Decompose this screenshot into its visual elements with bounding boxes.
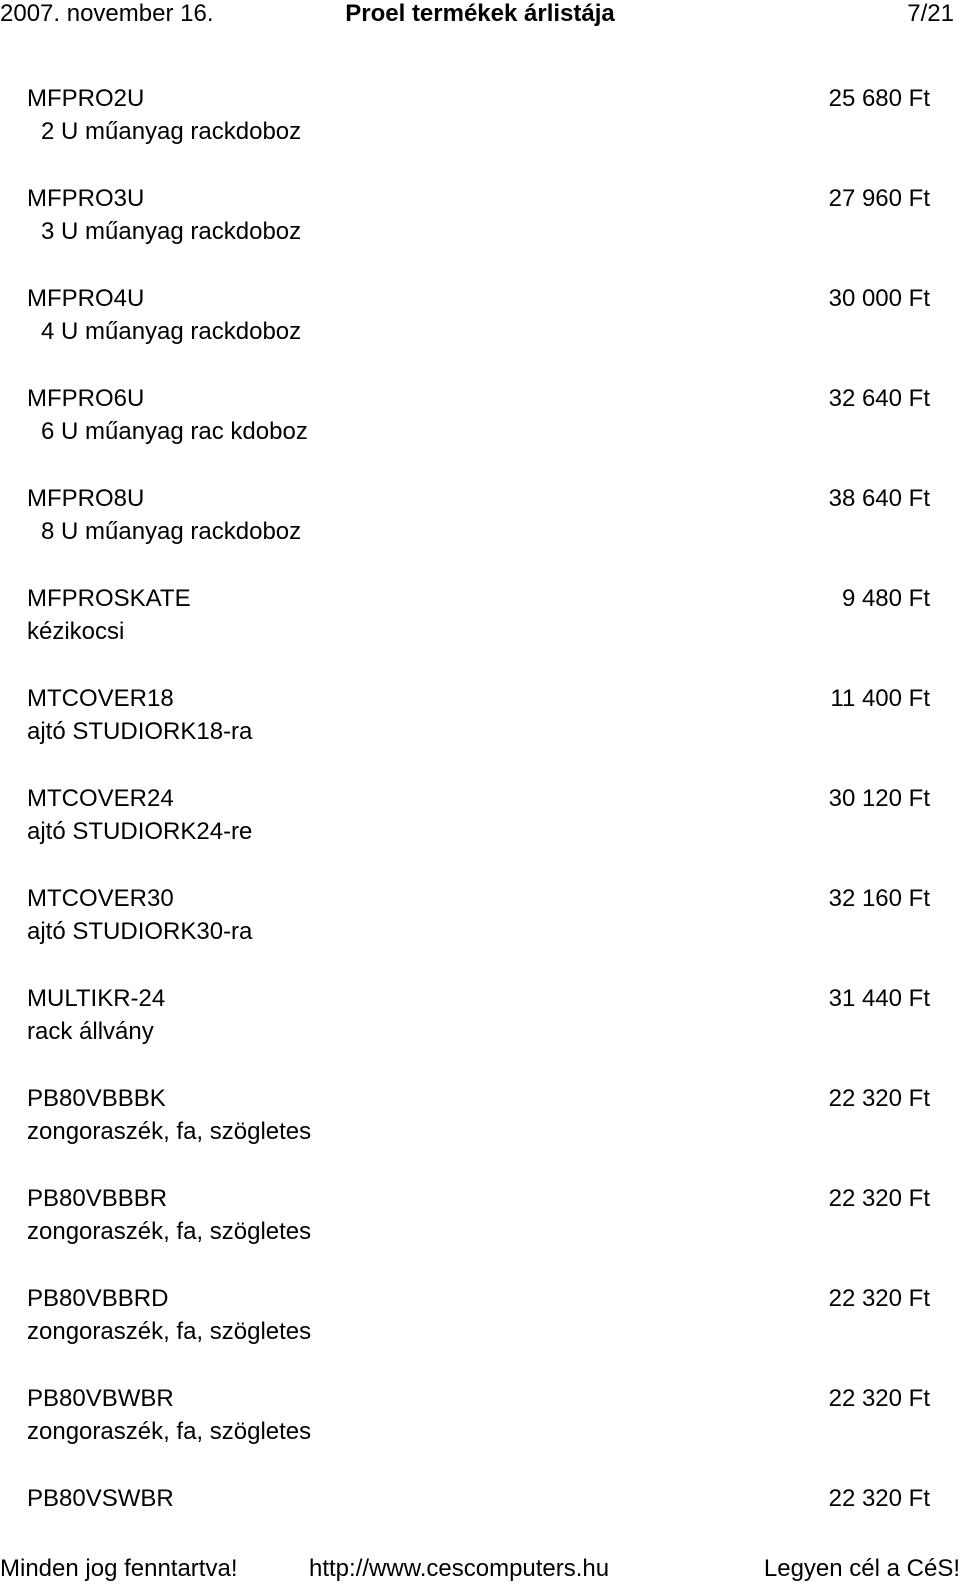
list-item bbox=[0, 883, 960, 983]
list-item bbox=[0, 483, 960, 583]
page-number: 7/21 bbox=[907, 0, 954, 27]
product-price: 22 320 Ft bbox=[828, 1385, 930, 1412]
product-price: 11 400 Ft bbox=[830, 685, 930, 712]
product-code: MFPRO4U bbox=[27, 285, 145, 312]
product-code: PB80VBBRD bbox=[27, 1285, 169, 1312]
product-code: MFPROSKATE bbox=[27, 585, 191, 612]
product-price: 22 320 Ft bbox=[828, 1185, 930, 1212]
list-item bbox=[0, 983, 960, 1083]
product-price: 32 160 Ft bbox=[828, 885, 930, 912]
list-item bbox=[0, 283, 960, 383]
product-description: rack állvány bbox=[27, 1018, 154, 1045]
product-code: PB80VBBBR bbox=[27, 1185, 168, 1212]
product-description: 2 U műanyag rackdoboz bbox=[41, 118, 302, 145]
product-price: 31 440 Ft bbox=[828, 985, 930, 1012]
product-code: MFPRO8U bbox=[27, 485, 145, 512]
product-description: zongoraszék, fa, szögletes bbox=[27, 1418, 312, 1445]
product-price: 30 120 Ft bbox=[828, 785, 930, 812]
product-description: zongoraszék, fa, szögletes bbox=[27, 1118, 312, 1145]
product-description: ajtó STUDIORK30-ra bbox=[27, 918, 253, 945]
product-code: PB80VBWBR bbox=[27, 1385, 174, 1412]
product-price: 22 320 Ft bbox=[828, 1485, 930, 1512]
product-code: MULTIKR-24 bbox=[27, 985, 166, 1012]
product-code: PB80VBBBK bbox=[27, 1085, 166, 1112]
list-item bbox=[0, 683, 960, 783]
list-item bbox=[0, 783, 960, 883]
product-description: zongoraszék, fa, szögletes bbox=[27, 1218, 312, 1245]
product-code: MFPRO6U bbox=[27, 385, 145, 412]
list-item bbox=[0, 1083, 960, 1183]
product-price: 25 680 Ft bbox=[828, 85, 930, 112]
product-description: 4 U műanyag rackdoboz bbox=[41, 318, 302, 345]
page-header bbox=[0, 0, 960, 28]
product-code: PB80VSWBR bbox=[27, 1485, 174, 1512]
list-item bbox=[0, 383, 960, 483]
product-price: 9 480 Ft bbox=[841, 585, 930, 612]
product-code: MFPRO2U bbox=[27, 85, 145, 112]
list-item bbox=[0, 583, 960, 683]
list-item bbox=[0, 183, 960, 283]
product-code: MTCOVER24 bbox=[27, 785, 174, 812]
product-price: 32 640 Ft bbox=[828, 385, 930, 412]
product-description: ajtó STUDIORK18-ra bbox=[27, 718, 253, 745]
product-code: MTCOVER18 bbox=[27, 685, 174, 712]
product-description: kézikocsi bbox=[27, 618, 125, 645]
header-date: 2007. november 16. bbox=[0, 0, 214, 27]
product-description: 8 U műanyag rackdoboz bbox=[41, 518, 302, 545]
product-code: MTCOVER30 bbox=[27, 885, 174, 912]
product-price: 30 000 Ft bbox=[828, 285, 930, 312]
list-item bbox=[0, 1183, 960, 1283]
footer-rights: Minden jog fenntartva! bbox=[0, 1555, 238, 1582]
list-item bbox=[0, 83, 960, 183]
footer-slogan: Legyen cél a CéS! bbox=[763, 1555, 960, 1582]
page-footer bbox=[0, 1553, 960, 1585]
footer-url: http://www.cescomputers.hu bbox=[309, 1555, 610, 1582]
product-code: MFPRO3U bbox=[27, 185, 145, 212]
list-item bbox=[0, 1383, 960, 1483]
product-price: 38 640 Ft bbox=[828, 485, 930, 512]
product-description: 6 U műanyag rac kdoboz bbox=[41, 418, 308, 445]
product-description: ajtó STUDIORK24-re bbox=[27, 818, 253, 845]
product-description: 3 U műanyag rackdoboz bbox=[41, 218, 302, 245]
page-title: Proel termékek árlistája bbox=[345, 0, 615, 27]
product-price: 27 960 Ft bbox=[828, 185, 930, 212]
list-item bbox=[0, 1283, 960, 1383]
product-price: 22 320 Ft bbox=[828, 1285, 930, 1312]
product-description: zongoraszék, fa, szögletes bbox=[27, 1318, 312, 1345]
product-price: 22 320 Ft bbox=[828, 1085, 930, 1112]
price-list bbox=[0, 83, 960, 1583]
